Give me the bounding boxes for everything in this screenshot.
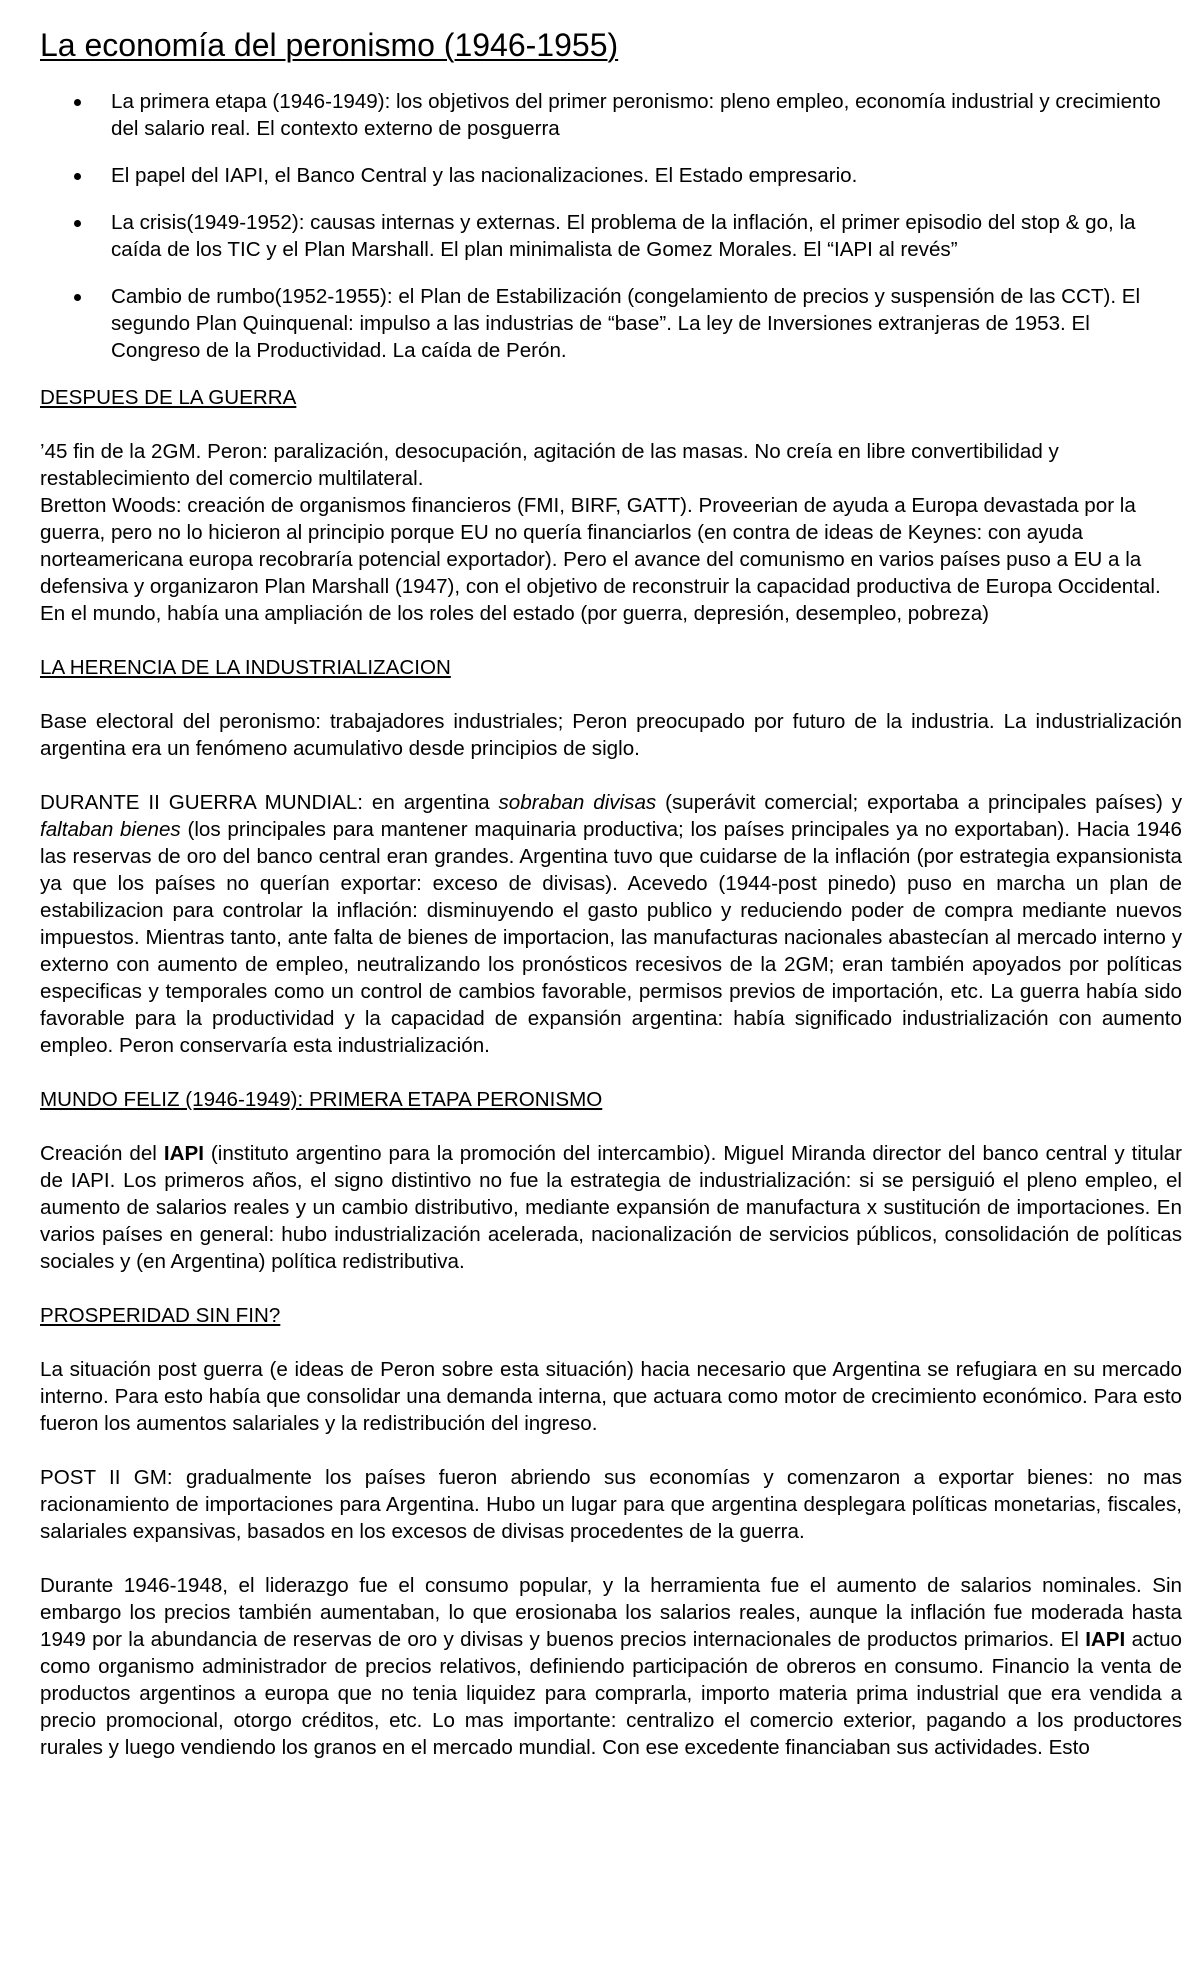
section-heading-prosperidad: PROSPERIDAD SIN FIN?: [40, 1304, 281, 1327]
list-item-text: El papel del IAPI, el Banco Central y las nacionalizaciones. El Estado empresario.: [111, 164, 858, 187]
list-item-text: La crisis(1949-1952): causas internas y externas. El problema de la inflación, el primer episodio del stop & go, la caída de los TIC y el Plan Marshall. El plan minimalista de Gomez Morales. El “IAPI al revés”: [111, 211, 1136, 261]
text-run: (los principales para mantener maquinaria productiva; los países principales ya no exportaban). Hacia 1946 las reservas de oro del banco central eran grandes. Argentina tuvo que cuidarse de la inflación (por estrategia expansionista ya que los países no querían exportar: exceso de divisas). Acevedo (1944-post pinedo) puso en marcha un plan de estabilizacion para controlar la inflación: disminuyendo el gasto publico y reduciendo poder de compra mediante nuevos impuestos. Mientras tanto, ante falta de bienes de importacion, las manufacturas nacionales abastecían al mercado interno y externo con aumento de empleo, neutralizando los pronósticos recesivos de la 2GM; eran también apoyados por políticas especificas y temporales como un control de cambios favorable, permisos previos de importación, etc. La guerra había sido favorable para la productividad y la capacidad de expansión argentina: había significado industrialización con aumento empleo. Peron conservaría esta industrialización.: [40, 818, 1182, 1057]
bullet-icon: [74, 173, 81, 180]
paragraph: Base electoral del peronismo: trabajadores industriales; Peron preocupado por futuro de la industria. La industrialización argentina era un fenómeno acumulativo desde principios de siglo.: [40, 710, 1182, 760]
strong-text: IAPI: [1085, 1628, 1126, 1651]
list-item: [40, 283, 1182, 364]
text-run: DURANTE II GUERRA MUNDIAL: en argentina: [40, 791, 499, 814]
bullet-icon: [74, 220, 81, 227]
document-page: [40, 22, 1182, 1761]
paragraph: Bretton Woods: creación de organismos financieros (FMI, BIRF, GATT). Proveerian de ayuda a Europa devastada por la guerra, pero no lo hicieron al principio porque EU no quería financiarlos (en contra de ideas de Keynes: con ayuda norteamericana europa recobraría potencial exportador). Pero el avance del comunismo en varios países puso a EU a la defensiva y organizaron Plan Marshall (1947), con el objetivo de reconstruir la capacidad productiva de Europa Occidental.: [40, 494, 1161, 598]
bullet-icon: [74, 294, 81, 301]
text-run: (instituto argentino para la promoción del intercambio). Miguel Miranda director del banco central y titular de IAPI. Los primeros años, el signo distintivo no fue la estrategia de industrialización: si se persiguió el pleno empleo, el aumento de salarios reales y un cambio distributivo, mediante expansión de manufactura x sustitución de importaciones. En varios países en general: hubo industrialización acelerada, nacionalización de servicios públicos, consolidación de políticas sociales y (en Argentina) política redistributiva.: [40, 1142, 1182, 1273]
strong-text: IAPI: [163, 1142, 204, 1165]
paragraph: POST II GM: gradualmente los países fueron abriendo sus economías y comenzaron a exportar bienes: no mas racionamiento de importaciones para Argentina. Hubo un lugar para que argentina desplegara políticas monetarias, fiscales, salariales expansivas, basados en los excesos de divisas procedentes de la guerra.: [40, 1466, 1182, 1543]
paragraph: ’45 fin de la 2GM. Peron: paralización, desocupación, agitación de las masas. No creía en libre convertibilidad y restablecimiento del comercio multilateral.: [40, 440, 1059, 490]
paragraph: [40, 789, 1182, 1059]
section-heading-guerra: DESPUES DE LA GUERRA: [40, 386, 297, 409]
text-run: Creación del: [40, 1142, 164, 1165]
section-heading-mundo: MUNDO FELIZ (1946-1949): PRIMERA ETAPA PERONISMO: [40, 1088, 603, 1111]
list-item-text: La primera etapa (1946-1949): los objetivos del primer peronismo: pleno empleo, economía industrial y crecimiento del salario real. El contexto externo de posguerra: [111, 90, 1161, 140]
emphasis-text: sobraban divisas: [498, 791, 657, 814]
paragraph: En el mundo, había una ampliación de los roles del estado (por guerra, depresión, desempleo, pobreza): [40, 602, 990, 625]
paragraph: [40, 1140, 1182, 1275]
topics-list: [40, 88, 1182, 364]
paragraph: La situación post guerra (e ideas de Peron sobre esta situación) hacia necesario que Argentina se refugiara en su mercado interno. Para esto había que consolidar una demanda interna, que actuara como motor de crecimiento económico. Para esto fueron los aumentos salariales y la redistribución del ingreso.: [40, 1358, 1182, 1435]
document-title: La economía del peronismo (1946-1955): [40, 27, 619, 63]
text-run: Durante 1946-1948, el liderazgo fue el consumo popular, y la herramienta fue el aumento de salarios nominales. Sin embargo los precios también aumentaban, lo que erosionaba los salarios reales, aunque la inflación fue moderada hasta 1949 por la abundancia de reservas de oro y divisas y buenos precios internacionales de productos primarios. El: [40, 1574, 1182, 1651]
text-run: actuo como organismo administrador de precios relativos, definiendo participación de obreros en consumo. Financio la venta de productos argentinos a europa que no tenia liquidez para comprarla, importo materia prima industrial que era vendida a precio promocional, otorgo créditos, etc. Lo mas importante: centralizo el comercio exterior, pagando a los productores rurales y luego vendiendo los granos en el mercado mundial. Con ese excedente financiaban sus actividades. Esto: [40, 1628, 1182, 1759]
paragraph: [40, 1572, 1182, 1761]
list-item: [40, 209, 1182, 263]
emphasis-text: faltaban bienes: [40, 818, 181, 841]
list-item: [40, 162, 1182, 189]
bullet-icon: [74, 99, 81, 106]
list-item: [40, 88, 1182, 142]
text-run: (superávit comercial; exportaba a principales países) y: [656, 791, 1183, 814]
section-heading-herencia: LA HERENCIA DE LA INDUSTRIALIZACION: [40, 656, 451, 679]
list-item-text: Cambio de rumbo(1952-1955): el Plan de Estabilización (congelamiento de precios y suspensión de las CCT). El segundo Plan Quinquenal: impulso a las industrias de “base”. La ley de Inversiones extranjeras de 1953. El Congreso de la Productividad. La caída de Perón.: [111, 285, 1141, 362]
